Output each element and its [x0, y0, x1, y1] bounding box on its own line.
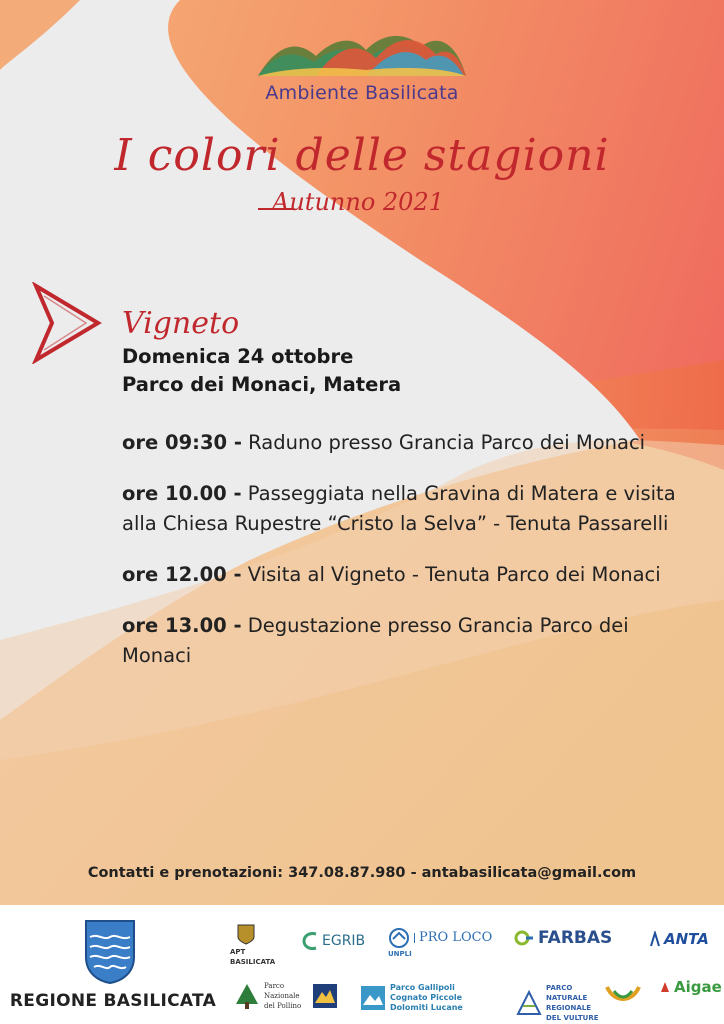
farbas-logo [514, 929, 612, 947]
schedule-item [122, 479, 682, 539]
schedule-time: ore 09:30 - [122, 431, 242, 454]
schedule-text: Passeggiata nella Gravina di Matera e visita alla Chiesa Rupestre “Cristo la Selva” - Tenuta Passarelli [122, 482, 676, 535]
egrib-label: EGRIB [322, 933, 366, 949]
vulture-logo [516, 983, 604, 1023]
aigae-logo-icon [660, 981, 670, 993]
unpli-logo-icon [388, 927, 410, 949]
aigae-label: Aigae [674, 978, 722, 996]
schedule-item [122, 560, 682, 590]
event-date: Domenica 24 ottobre [122, 345, 354, 368]
schedule-time: ore 13.00 - [122, 614, 242, 637]
schedule-item [122, 428, 682, 458]
region-shield-icon [82, 917, 138, 985]
proloco-label: PRO LOCO [414, 933, 492, 943]
sponsor-footer [0, 905, 724, 1024]
brand-header [0, 28, 724, 104]
contacts-line: Contatti e prenotazioni: 347.08.87.980 - antabasilicata@gmail.com [87, 865, 637, 881]
mountain-badge-icon [312, 983, 338, 1009]
schedule-text: Visita al Vigneto - Tenuta Parco dei Monaci [241, 563, 661, 586]
brand-name: Ambiente Basilicata [265, 82, 459, 104]
region-name: REGIONE BASILICATA [9, 991, 217, 1011]
schedule-item [122, 611, 682, 671]
chevron-right-icon [28, 282, 102, 364]
schedule-list [122, 428, 682, 692]
vulture-label: PARCO NATURALE REGIONALE DEL VULTURE [546, 984, 599, 1022]
gallipoli-cognato-label: Parco Gallipoli Cognato Piccole Dolomiti Lucane [390, 983, 463, 1012]
page-title: I colori delle stagioni [114, 130, 610, 181]
vulture-logo-icon [516, 990, 542, 1016]
event-name: Vigneto [122, 306, 240, 341]
egrib-logo-icon [302, 931, 318, 951]
event-place: Parco dei Monaci, Matera [122, 373, 402, 396]
schedule-time: ore 10.00 - [122, 482, 242, 505]
anta-logo [650, 931, 709, 947]
farbas-logo-icon [514, 929, 534, 947]
schedule-text: Raduno presso Grancia Parco dei Monaci [241, 431, 646, 454]
apt-basilicata-logo [230, 923, 276, 966]
apt-basilicata-logo-icon [236, 923, 256, 945]
aigae-logo [660, 978, 722, 996]
farbas-label: FARBAS [538, 928, 613, 948]
pollino-label: Parco Nazionale del Pollino [264, 982, 302, 1010]
bird-emblem-icon [604, 981, 642, 1011]
event-heading [122, 305, 682, 399]
schedule-text: Degustazione presso Grancia Parco dei Monaci [122, 614, 629, 667]
mountains-logo-icon [256, 28, 468, 78]
unpli-label: UNPLI [388, 950, 412, 958]
gallipoli-cognato-logo-icon [360, 985, 386, 1011]
gallipoli-cognato-logo [360, 983, 494, 1013]
page-subtitle: Autunno 2021 [272, 188, 444, 216]
pollino-logo [234, 981, 306, 1011]
apt-basilicata-label: APT BASILICATA [230, 948, 276, 966]
schedule-time: ore 12.00 - [122, 563, 242, 586]
pollino-logo-icon [234, 982, 260, 1010]
anta-label: ANTA [664, 930, 709, 948]
anta-logo-icon [650, 931, 660, 947]
unpli-proloco-logo [388, 927, 493, 958]
egrib-logo [302, 931, 365, 951]
